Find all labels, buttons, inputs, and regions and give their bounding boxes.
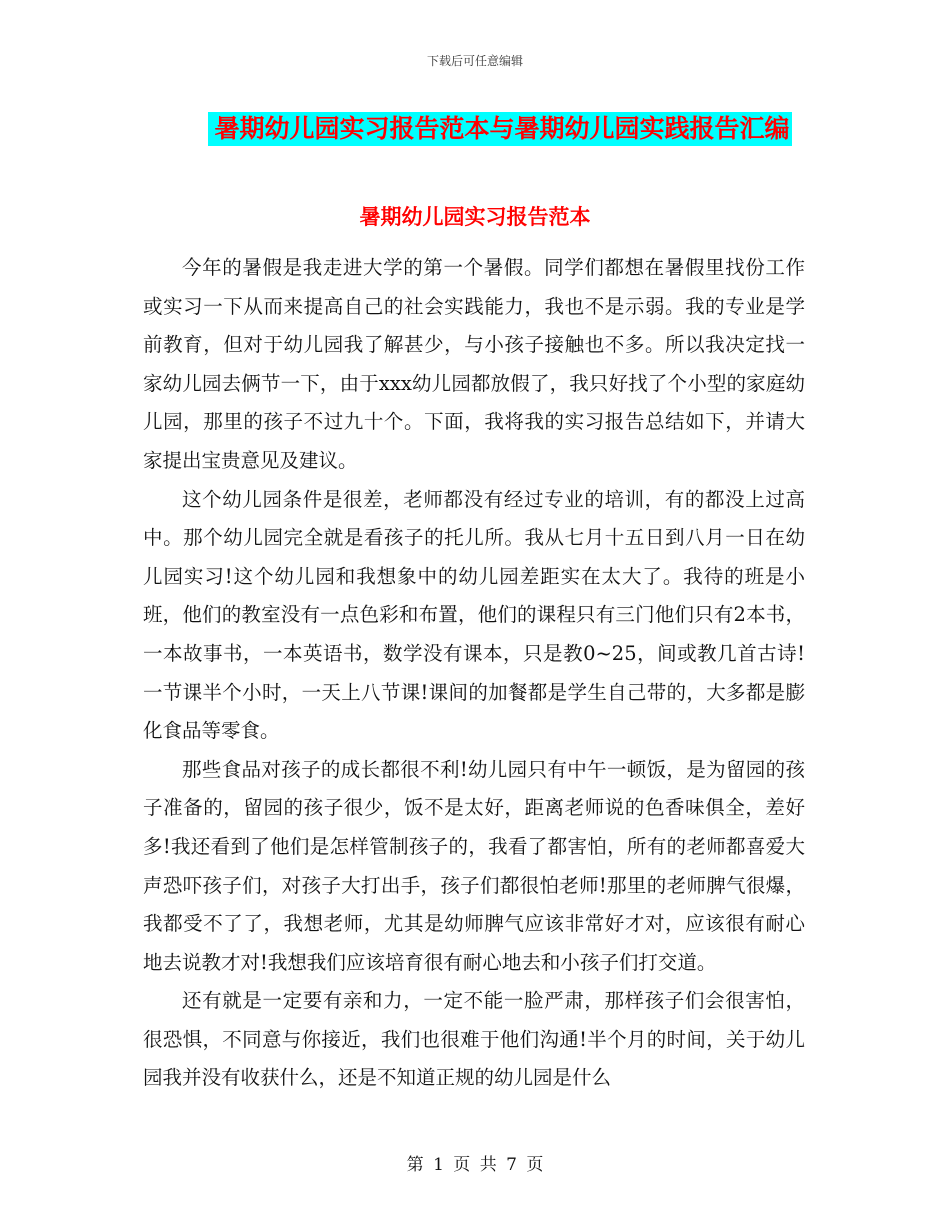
section-title: 暑期幼儿园实习报告范本 [359, 204, 591, 229]
paragraph-2: 这个幼儿园条件是很差，老师都没有经过专业的培训，有的都没上过高中。那个幼儿园完全就是看孩子的托儿所。我从七月十五日到八月一日在幼儿园实习!这个幼儿园和我想象中的幼儿园差距实在太大了。我待的班是小班，他们的教室没有一点色彩和布置，他们的课程只有三门他们只有2本书，一本故事书，一本英语书，数学没有课本，只是教0~25，间或教几首古诗!一节课半个小时，一天上八节课!课间的加餐都是学生自己带的，大多都是膨化食品等零食。 [143, 487, 805, 743]
paragraph-1: 今年的暑假是我走进大学的第一个暑假。同学们都想在暑假里找份工作或实习一下从而来提高自己的社会实践能力，我也不是示弱。我的专业是学前教育，但对于幼儿园我了解甚少，与小孩子接触也不多。所以我决定找一家幼儿园去俩节一下，由于xxx幼儿园都放假了，我只好找了个小型的家庭幼儿园，那里的孩子不过九十个。下面，我将我的实习报告总结如下，并请大家提出宝贵意见及建议。 [143, 256, 805, 472]
main-title: 暑期幼儿园实习报告范本与暑期幼儿园实践报告汇编 [208, 112, 791, 146]
document-body [143, 249, 805, 1098]
page-header-note: 下载后可任意编辑 [426, 54, 523, 68]
main-title-container [0, 112, 950, 146]
page-number-footer: 第 1 页 共 7 页 [406, 1155, 544, 1175]
paragraph-4: 还有就是一定要有亲和力，一定不能一脸严肃，那样孩子们会很害怕，很恐惧，不同意与你接近，我们也很难于他们沟通!半个月的时间，关于幼儿园我并没有收获什么，还是不知道正规的幼儿园是什么 [143, 989, 805, 1090]
paragraph-3: 那些食品对孩子的成长都很不利!幼儿园只有中午一顿饭，是为留园的孩子准备的，留园的孩子很少，饭不是太好，距离老师说的色香味俱全，差好多!我还看到了他们是怎样管制孩子的，我看了都害怕，所有的老师都喜爱大声恐吓孩子们，对孩子大打出手，孩子们都很怕老师!那里的老师脾气很爆，我都受不了了，我想老师，尤其是幼师脾气应该非常好才对，应该很有耐心地去说教才对!我想我们应该培育很有耐心地去和小孩子们打交道。 [143, 757, 805, 974]
